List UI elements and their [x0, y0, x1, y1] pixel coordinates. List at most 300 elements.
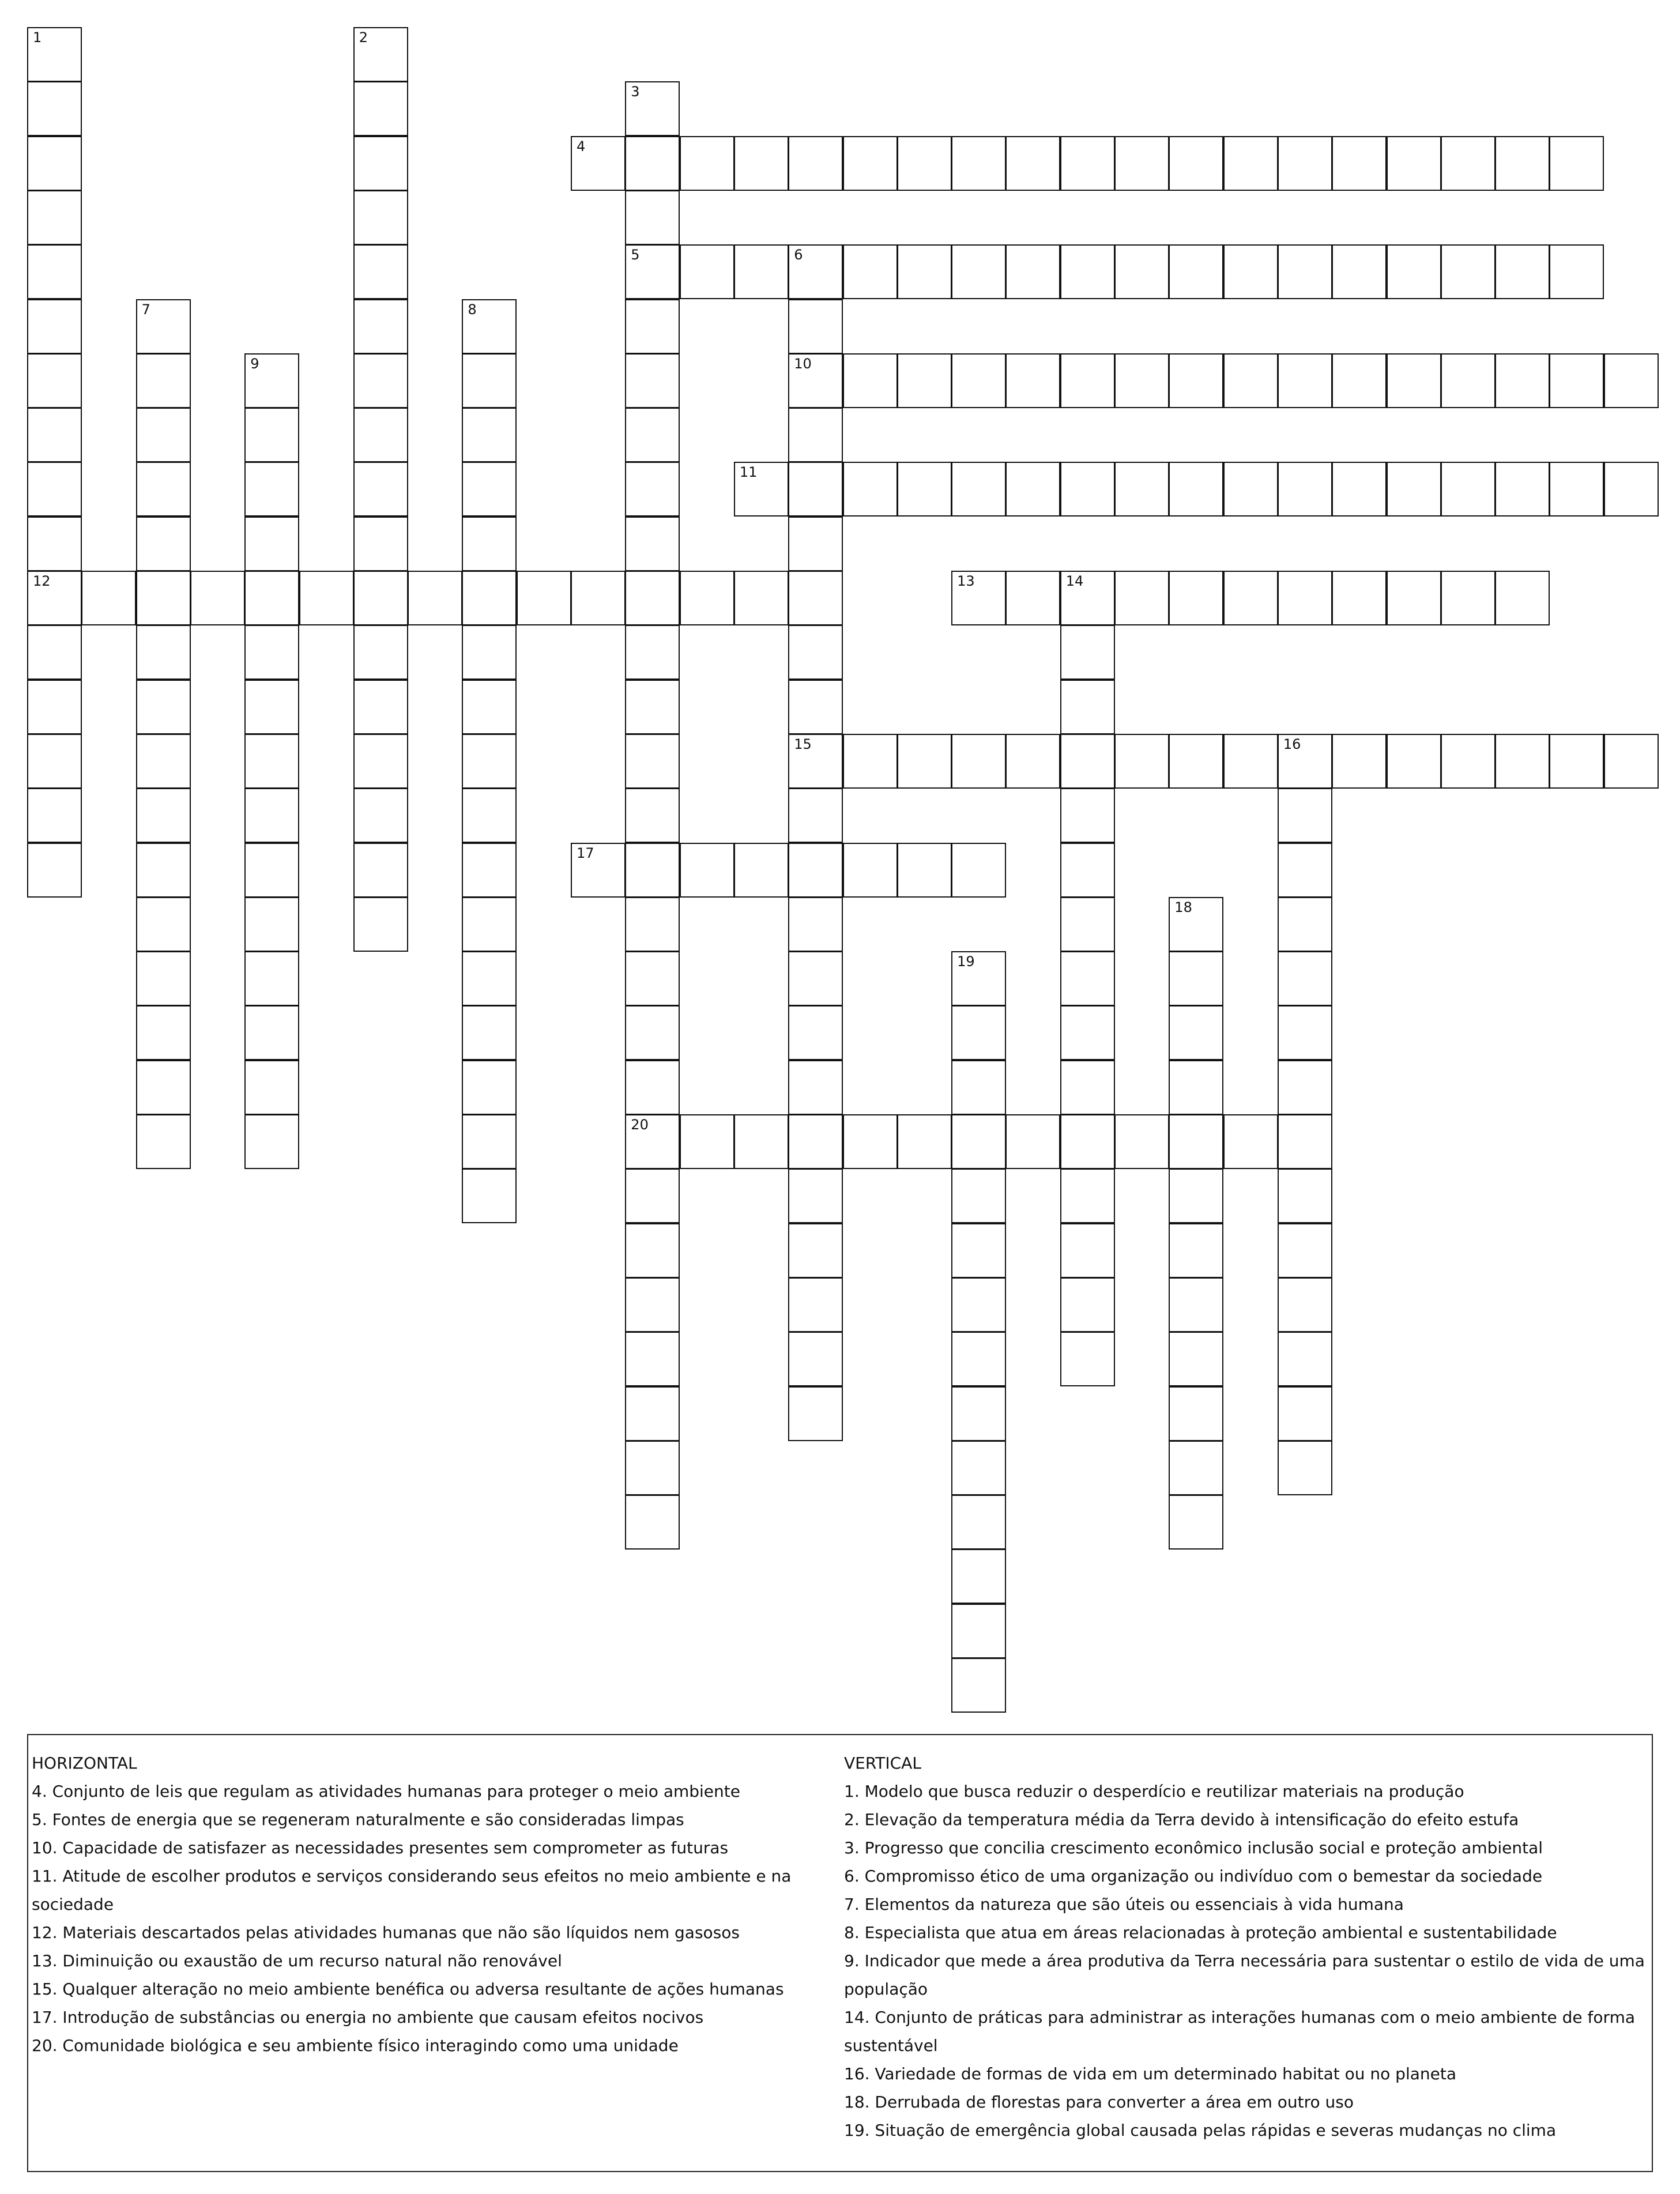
- clue-horizontal: 11. Atitude de escolher produtos e serviços considerando seus efeitos no meio ambiente e na sociedade: [32, 1867, 792, 1914]
- crossword-cell[interactable]: [136, 517, 191, 571]
- crossword-cell[interactable]: [1495, 462, 1550, 517]
- crossword-cell[interactable]: [27, 843, 82, 898]
- crossword-cell[interactable]: [843, 843, 898, 898]
- crossword-cell[interactable]: [1169, 1168, 1223, 1223]
- crossword-cell[interactable]: [897, 843, 952, 898]
- crossword-cell[interactable]: [788, 680, 843, 734]
- crossword-cell[interactable]: [788, 1277, 843, 1332]
- crossword-cell[interactable]: [788, 517, 843, 571]
- crossword-cell[interactable]: [1060, 1060, 1115, 1115]
- crossword-cell[interactable]: [951, 1168, 1006, 1223]
- crossword-cell[interactable]: [244, 353, 299, 408]
- crossword-cell[interactable]: [788, 353, 843, 408]
- crossword-cell[interactable]: [1114, 462, 1169, 517]
- crossword-cell[interactable]: [843, 244, 898, 299]
- crossword-cell[interactable]: [951, 1114, 1006, 1169]
- crossword-cell[interactable]: [625, 136, 680, 191]
- crossword-cell[interactable]: [843, 353, 898, 408]
- crossword-cell[interactable]: [244, 951, 299, 1006]
- crossword-cell[interactable]: [1278, 788, 1332, 843]
- crossword-cell[interactable]: [625, 951, 680, 1006]
- clue-number: 1: [33, 29, 42, 46]
- crossword-cell[interactable]: [1169, 244, 1223, 299]
- crossword-cell[interactable]: [734, 1114, 789, 1169]
- crossword-cell[interactable]: [1060, 1114, 1115, 1169]
- crossword-cell[interactable]: [244, 408, 299, 462]
- crossword-cell[interactable]: [1060, 1168, 1115, 1223]
- crossword-cell[interactable]: [625, 81, 680, 136]
- crossword-cell[interactable]: [27, 734, 82, 789]
- crossword-cell[interactable]: [1060, 1277, 1115, 1332]
- crossword-cell[interactable]: [625, 897, 680, 952]
- crossword-cell[interactable]: [1114, 136, 1169, 191]
- crossword-cell[interactable]: [353, 843, 408, 898]
- crossword-cell[interactable]: [1278, 1332, 1332, 1386]
- crossword-cell[interactable]: [1278, 571, 1332, 625]
- crossword-cell[interactable]: [897, 244, 952, 299]
- crossword-cell[interactable]: [27, 408, 82, 462]
- crossword-cell[interactable]: [1549, 734, 1604, 789]
- crossword-cell[interactable]: [1278, 1386, 1332, 1441]
- crossword-cell[interactable]: [136, 353, 191, 408]
- crossword-cell[interactable]: [625, 734, 680, 789]
- crossword-cell[interactable]: [1060, 680, 1115, 734]
- crossword-cell[interactable]: [1169, 571, 1223, 625]
- crossword-cell[interactable]: [788, 1223, 843, 1278]
- horizontal-title: HORIZONTAL: [32, 1754, 137, 1773]
- crossword-cell[interactable]: [680, 571, 734, 625]
- crossword-cell[interactable]: [1387, 244, 1441, 299]
- crossword-cell[interactable]: [1060, 734, 1115, 789]
- crossword-cell[interactable]: [1005, 462, 1060, 517]
- crossword-cell[interactable]: [625, 571, 680, 625]
- crossword-cell[interactable]: [27, 353, 82, 408]
- crossword-cell[interactable]: [1278, 1168, 1332, 1223]
- crossword-cell[interactable]: [1114, 244, 1169, 299]
- crossword-cell[interactable]: [788, 299, 843, 354]
- crossword-cell[interactable]: [136, 897, 191, 952]
- crossword-cell[interactable]: [136, 462, 191, 517]
- crossword-cell[interactable]: [897, 734, 952, 789]
- crossword-cell[interactable]: [353, 734, 408, 789]
- crossword-cell[interactable]: [244, 462, 299, 517]
- crossword-cell[interactable]: [1332, 462, 1387, 517]
- crossword-cell[interactable]: [136, 951, 191, 1006]
- crossword-cell[interactable]: [244, 788, 299, 843]
- crossword-cell[interactable]: [1114, 571, 1169, 625]
- crossword-cell[interactable]: [1495, 136, 1550, 191]
- crossword-cell[interactable]: [625, 517, 680, 571]
- crossword-cell[interactable]: [734, 843, 789, 898]
- crossword-cell[interactable]: [1169, 136, 1223, 191]
- crossword-cell[interactable]: [27, 517, 82, 571]
- crossword-cell[interactable]: [462, 353, 517, 408]
- crossword-cell[interactable]: [843, 734, 898, 789]
- crossword-cell[interactable]: [1169, 1332, 1223, 1386]
- clue-number: 14: [1065, 573, 1084, 589]
- crossword-cell[interactable]: [1441, 734, 1496, 789]
- crossword-cell[interactable]: [625, 1060, 680, 1115]
- crossword-cell[interactable]: [136, 571, 191, 625]
- crossword-cell[interactable]: [244, 625, 299, 680]
- crossword-cell[interactable]: [1278, 843, 1332, 898]
- crossword-cell[interactable]: [951, 353, 1006, 408]
- crossword-cell[interactable]: [625, 353, 680, 408]
- crossword-cell[interactable]: [788, 408, 843, 462]
- crossword-cell[interactable]: [1223, 136, 1278, 191]
- crossword-cell[interactable]: [462, 625, 517, 680]
- crossword-cell[interactable]: [734, 571, 789, 625]
- crossword-cell[interactable]: [27, 625, 82, 680]
- crossword-cell[interactable]: [843, 136, 898, 191]
- crossword-cell[interactable]: [951, 1495, 1006, 1550]
- crossword-cell[interactable]: [951, 571, 1006, 625]
- crossword-cell[interactable]: [136, 1060, 191, 1115]
- crossword-cell[interactable]: [788, 1168, 843, 1223]
- crossword-cell[interactable]: [136, 680, 191, 734]
- crossword-cell[interactable]: [1278, 462, 1332, 517]
- crossword-cell[interactable]: [1387, 571, 1441, 625]
- crossword-cell[interactable]: [1278, 353, 1332, 408]
- crossword-cell[interactable]: [27, 190, 82, 245]
- crossword-cell[interactable]: [408, 571, 462, 625]
- crossword-cell[interactable]: [136, 408, 191, 462]
- crossword-cell[interactable]: [244, 897, 299, 952]
- crossword-cell[interactable]: [1441, 244, 1496, 299]
- crossword-cell[interactable]: [27, 788, 82, 843]
- crossword-cell[interactable]: [951, 1277, 1006, 1332]
- crossword-cell[interactable]: [788, 1005, 843, 1060]
- crossword-cell[interactable]: [1060, 353, 1115, 408]
- crossword-cell[interactable]: [1549, 244, 1604, 299]
- crossword-cell[interactable]: [680, 1114, 734, 1169]
- crossword-cell[interactable]: [462, 571, 517, 625]
- crossword-cell[interactable]: [1223, 571, 1278, 625]
- crossword-cell[interactable]: [1604, 462, 1659, 517]
- crossword-cell[interactable]: [1005, 1114, 1060, 1169]
- crossword-cell[interactable]: [951, 1223, 1006, 1278]
- crossword-cell[interactable]: [1005, 571, 1060, 625]
- crossword-cell[interactable]: [1332, 353, 1387, 408]
- crossword-cell[interactable]: [27, 27, 82, 82]
- crossword-cell[interactable]: [462, 897, 517, 952]
- crossword-cell[interactable]: [462, 788, 517, 843]
- crossword-cell[interactable]: [1169, 1441, 1223, 1495]
- crossword-cell[interactable]: [1005, 734, 1060, 789]
- crossword-cell[interactable]: [1495, 734, 1550, 789]
- crossword-cell[interactable]: [1332, 734, 1387, 789]
- crossword-cell[interactable]: [1114, 1114, 1169, 1169]
- crossword-cell[interactable]: [1169, 1277, 1223, 1332]
- crossword-cell[interactable]: [1169, 1114, 1223, 1169]
- crossword-cell[interactable]: [788, 897, 843, 952]
- crossword-cell[interactable]: [625, 462, 680, 517]
- crossword-cell[interactable]: [1060, 136, 1115, 191]
- crossword-cell[interactable]: [788, 1114, 843, 1169]
- crossword-cell[interactable]: [244, 734, 299, 789]
- crossword-cell[interactable]: [951, 1332, 1006, 1386]
- crossword-cell[interactable]: [951, 136, 1006, 191]
- crossword-cell[interactable]: [788, 734, 843, 789]
- crossword-cell[interactable]: [1441, 571, 1496, 625]
- crossword-cell[interactable]: [951, 1441, 1006, 1495]
- crossword-cell[interactable]: [1278, 1441, 1332, 1495]
- crossword-cell[interactable]: [788, 462, 843, 517]
- crossword-cell[interactable]: [1114, 353, 1169, 408]
- crossword-cell[interactable]: [136, 788, 191, 843]
- crossword-cell[interactable]: [353, 462, 408, 517]
- crossword-cell[interactable]: [27, 680, 82, 734]
- crossword-cell[interactable]: [951, 1604, 1006, 1658]
- crossword-cell[interactable]: [951, 1060, 1006, 1115]
- crossword-cell[interactable]: [136, 734, 191, 789]
- crossword-cell[interactable]: [625, 1005, 680, 1060]
- crossword-cell[interactable]: [625, 1441, 680, 1495]
- crossword-cell[interactable]: [1005, 353, 1060, 408]
- crossword-cell[interactable]: [1278, 1005, 1332, 1060]
- crossword-cell[interactable]: [788, 951, 843, 1006]
- crossword-cell[interactable]: [136, 1005, 191, 1060]
- crossword-cell[interactable]: [734, 136, 789, 191]
- crossword-cell[interactable]: [680, 244, 734, 299]
- crossword-cell[interactable]: [299, 571, 354, 625]
- crossword-cell[interactable]: [353, 897, 408, 952]
- crossword-cell[interactable]: [1060, 244, 1115, 299]
- crossword-cell[interactable]: [951, 1549, 1006, 1604]
- crossword-cell[interactable]: [353, 27, 408, 82]
- crossword-cell[interactable]: [1332, 136, 1387, 191]
- crossword-cell[interactable]: [1223, 353, 1278, 408]
- crossword-cell[interactable]: [1060, 843, 1115, 898]
- crossword-cell[interactable]: [625, 408, 680, 462]
- crossword-cell[interactable]: [353, 353, 408, 408]
- crossword-cell[interactable]: [625, 788, 680, 843]
- crossword-cell[interactable]: [897, 353, 952, 408]
- crossword-cell[interactable]: [788, 136, 843, 191]
- crossword-cell[interactable]: [1278, 951, 1332, 1006]
- crossword-cell[interactable]: [1387, 136, 1441, 191]
- crossword-cell[interactable]: [1169, 1223, 1223, 1278]
- crossword-cell[interactable]: [897, 462, 952, 517]
- crossword-cell[interactable]: [1223, 1114, 1278, 1169]
- crossword-cell[interactable]: [27, 571, 82, 625]
- crossword-cell[interactable]: [951, 1386, 1006, 1441]
- crossword-cell[interactable]: [1549, 136, 1604, 191]
- crossword-cell[interactable]: [27, 136, 82, 191]
- crossword-cell[interactable]: [951, 244, 1006, 299]
- crossword-cell[interactable]: [625, 1332, 680, 1386]
- crossword-cell[interactable]: [625, 680, 680, 734]
- crossword-cell[interactable]: [462, 408, 517, 462]
- crossword-cell[interactable]: [1278, 244, 1332, 299]
- crossword-cell[interactable]: [1441, 462, 1496, 517]
- crossword-cell[interactable]: [843, 462, 898, 517]
- crossword-cell[interactable]: [353, 244, 408, 299]
- crossword-cell[interactable]: [1060, 1223, 1115, 1278]
- crossword-cell[interactable]: [1387, 462, 1441, 517]
- crossword-cell[interactable]: [625, 244, 680, 299]
- crossword-cell[interactable]: [788, 571, 843, 625]
- crossword-cell[interactable]: [1169, 1386, 1223, 1441]
- crossword-cell[interactable]: [462, 680, 517, 734]
- crossword-cell[interactable]: [353, 408, 408, 462]
- crossword-cell[interactable]: [951, 462, 1006, 517]
- crossword-cell[interactable]: [244, 517, 299, 571]
- crossword-cell[interactable]: [788, 843, 843, 898]
- crossword-cell[interactable]: [897, 1114, 952, 1169]
- crossword-cell[interactable]: [951, 843, 1006, 898]
- crossword-cell[interactable]: [625, 1168, 680, 1223]
- crossword-cell[interactable]: [1169, 734, 1223, 789]
- crossword-cell[interactable]: [1060, 625, 1115, 680]
- crossword-cell[interactable]: [1549, 353, 1604, 408]
- crossword-cell[interactable]: [1169, 1495, 1223, 1550]
- crossword-cell[interactable]: [1495, 571, 1550, 625]
- crossword-cell[interactable]: [517, 571, 571, 625]
- crossword-cell[interactable]: [680, 843, 734, 898]
- crossword-cell[interactable]: [462, 299, 517, 354]
- crossword-cell[interactable]: [1278, 1114, 1332, 1169]
- crossword-cell[interactable]: [680, 136, 734, 191]
- crossword-cell[interactable]: [244, 1060, 299, 1115]
- clue-number: 12: [33, 573, 51, 589]
- crossword-cell[interactable]: [462, 951, 517, 1006]
- crossword-cell[interactable]: [625, 1223, 680, 1278]
- crossword-cell[interactable]: [1387, 353, 1441, 408]
- crossword-cell[interactable]: [843, 1114, 898, 1169]
- crossword-cell[interactable]: [1005, 136, 1060, 191]
- crossword-cell[interactable]: [27, 81, 82, 136]
- crossword-cell[interactable]: [1278, 136, 1332, 191]
- crossword-cell[interactable]: [1332, 244, 1387, 299]
- crossword-cell[interactable]: [1223, 244, 1278, 299]
- crossword-cell[interactable]: [27, 299, 82, 354]
- crossword-cell[interactable]: [1278, 1060, 1332, 1115]
- crossword-cell[interactable]: [353, 190, 408, 245]
- crossword-cell[interactable]: [1169, 951, 1223, 1006]
- crossword-cell[interactable]: [625, 843, 680, 898]
- crossword-cell[interactable]: [788, 1060, 843, 1115]
- crossword-cell[interactable]: [1278, 734, 1332, 789]
- crossword-cell[interactable]: [788, 1386, 843, 1441]
- crossword-cell[interactable]: [1332, 571, 1387, 625]
- crossword-cell[interactable]: [353, 788, 408, 843]
- crossword-cell[interactable]: [1114, 734, 1169, 789]
- crossword-cell[interactable]: [462, 734, 517, 789]
- crossword-cell[interactable]: [462, 843, 517, 898]
- crossword-cell[interactable]: [1060, 571, 1115, 625]
- crossword-cell[interactable]: [462, 1114, 517, 1169]
- crossword-cell[interactable]: [1495, 353, 1550, 408]
- crossword-cell[interactable]: [353, 81, 408, 136]
- crossword-cell[interactable]: [81, 571, 136, 625]
- crossword-cell[interactable]: [353, 299, 408, 354]
- crossword-cell[interactable]: [625, 1277, 680, 1332]
- crossword-cell[interactable]: [1060, 1332, 1115, 1386]
- crossword-cell[interactable]: [625, 1386, 680, 1441]
- crossword-cell[interactable]: [1223, 462, 1278, 517]
- crossword-cell[interactable]: [136, 1114, 191, 1169]
- crossword-cell[interactable]: [1169, 1005, 1223, 1060]
- crossword-cell[interactable]: [951, 1005, 1006, 1060]
- crossword-cell[interactable]: [353, 136, 408, 191]
- crossword-cell[interactable]: [1169, 1060, 1223, 1115]
- crossword-cell[interactable]: [27, 462, 82, 517]
- crossword-cell[interactable]: [1441, 136, 1496, 191]
- crossword-cell[interactable]: [625, 1495, 680, 1550]
- crossword-cell[interactable]: [571, 136, 626, 191]
- crossword-cell[interactable]: [788, 1332, 843, 1386]
- crossword-cell[interactable]: [353, 517, 408, 571]
- crossword-cell[interactable]: [1223, 734, 1278, 789]
- crossword-cell[interactable]: [244, 1114, 299, 1169]
- crossword-cell[interactable]: [462, 462, 517, 517]
- crossword-cell[interactable]: [788, 244, 843, 299]
- crossword-cell[interactable]: [1060, 788, 1115, 843]
- crossword-cell[interactable]: [951, 734, 1006, 789]
- crossword-cell[interactable]: [1278, 1223, 1332, 1278]
- crossword-cell[interactable]: [1060, 951, 1115, 1006]
- crossword-cell[interactable]: [1278, 897, 1332, 952]
- horizontal-clues: [32, 1749, 839, 2060]
- crossword-cell[interactable]: [244, 1005, 299, 1060]
- crossword-cell[interactable]: [1549, 462, 1604, 517]
- crossword-cell[interactable]: [625, 190, 680, 245]
- crossword-cell[interactable]: [462, 517, 517, 571]
- crossword-cell[interactable]: [190, 571, 245, 625]
- crossword-cell[interactable]: [951, 1658, 1006, 1713]
- crossword-cell[interactable]: [951, 951, 1006, 1006]
- crossword-cell[interactable]: [1278, 1277, 1332, 1332]
- crossword-cell[interactable]: [734, 244, 789, 299]
- crossword-cell[interactable]: [1604, 734, 1659, 789]
- crossword-cell[interactable]: [136, 625, 191, 680]
- crossword-cell[interactable]: [1060, 1005, 1115, 1060]
- crossword-cell[interactable]: [625, 299, 680, 354]
- crossword-cell[interactable]: [136, 843, 191, 898]
- crossword-cell[interactable]: [462, 1060, 517, 1115]
- crossword-cell[interactable]: [571, 843, 626, 898]
- crossword-cell[interactable]: [1441, 353, 1496, 408]
- crossword-cell[interactable]: [788, 625, 843, 680]
- crossword-cell[interactable]: [1604, 353, 1659, 408]
- crossword-cell[interactable]: [244, 680, 299, 734]
- crossword-cell[interactable]: [353, 680, 408, 734]
- crossword-cell[interactable]: [244, 843, 299, 898]
- crossword-cell[interactable]: [462, 1005, 517, 1060]
- crossword-cell[interactable]: [897, 136, 952, 191]
- crossword-cell[interactable]: [1387, 734, 1441, 789]
- crossword-cell[interactable]: [353, 571, 408, 625]
- crossword-cell[interactable]: [353, 625, 408, 680]
- crossword-cell[interactable]: [1169, 353, 1223, 408]
- crossword-cell[interactable]: [788, 788, 843, 843]
- crossword-cell[interactable]: [625, 625, 680, 680]
- crossword-cell[interactable]: [1169, 897, 1223, 952]
- crossword-cell[interactable]: [734, 462, 789, 517]
- crossword-cell[interactable]: [136, 299, 191, 354]
- crossword-cell[interactable]: [1060, 897, 1115, 952]
- crossword-cell[interactable]: [1060, 462, 1115, 517]
- crossword-cell[interactable]: [1005, 244, 1060, 299]
- crossword-cell[interactable]: [625, 1114, 680, 1169]
- crossword-cell[interactable]: [462, 1168, 517, 1223]
- crossword-cell[interactable]: [27, 244, 82, 299]
- crossword-cell[interactable]: [1169, 462, 1223, 517]
- crossword-cell[interactable]: [1495, 244, 1550, 299]
- crossword-cell[interactable]: [244, 571, 299, 625]
- crossword-cell[interactable]: [571, 571, 626, 625]
